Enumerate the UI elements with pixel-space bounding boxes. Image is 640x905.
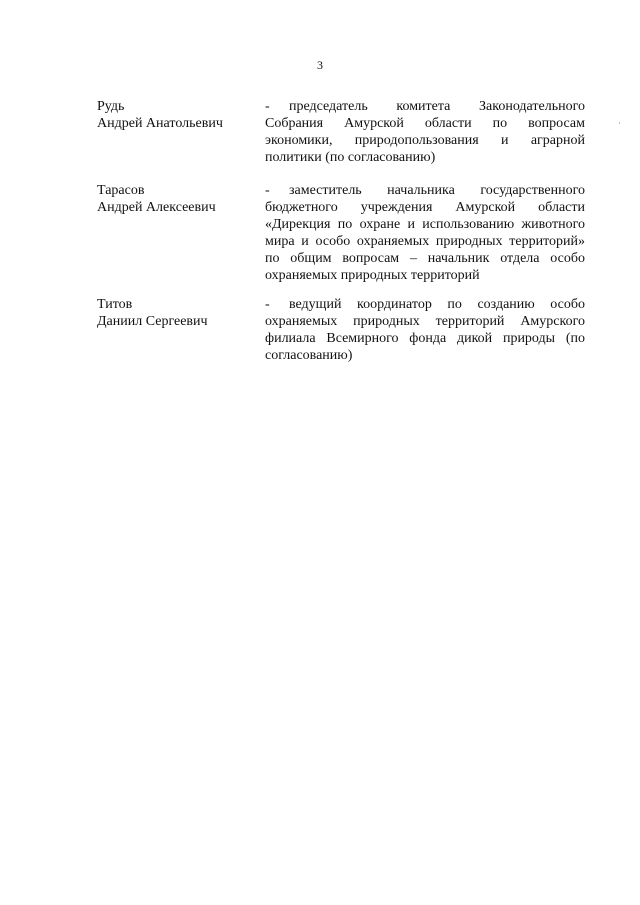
member-position [265,296,585,364]
member-given-names: Андрей Алексеевич [97,200,216,215]
member-entry [97,296,585,364]
member-position-text: заместитель начальника государственного бюджетного учреждения Амурской области «Дирекция по охране и использованию животного мира и особо охраняемых природных территорий» по общим вопросам – начальник отдела особо охраняемых природных территорий [265,183,585,283]
member-position-text: председатель комитета Законодательного Собрания Амурской области по вопросам экономики, природопользования и аграрной политики (по согласованию) [265,99,585,165]
member-list [97,98,585,364]
member-name [97,296,265,330]
member-position [265,98,585,166]
member-name [97,98,265,132]
page-number: 3 [317,58,323,72]
member-entry [97,98,585,182]
position-dash: - [265,297,270,312]
member-surname: Рудь [97,99,125,114]
member-given-names: Даниил Сергеевич [97,314,208,329]
member-entry [97,182,585,296]
margin-mark: · [618,118,621,128]
member-position-text: ведущий координатор по созданию особо охраняемых природных территорий Амурского филиала Всемирного фонда дикой природы (по согласованию) [265,297,585,363]
member-surname: Титов [97,297,133,312]
member-position [265,182,585,284]
position-dash: - [265,183,270,198]
member-name [97,182,265,216]
member-given-names: Андрей Анатольевич [97,116,223,131]
member-surname: Тарасов [97,183,145,198]
position-dash: - [265,99,270,114]
